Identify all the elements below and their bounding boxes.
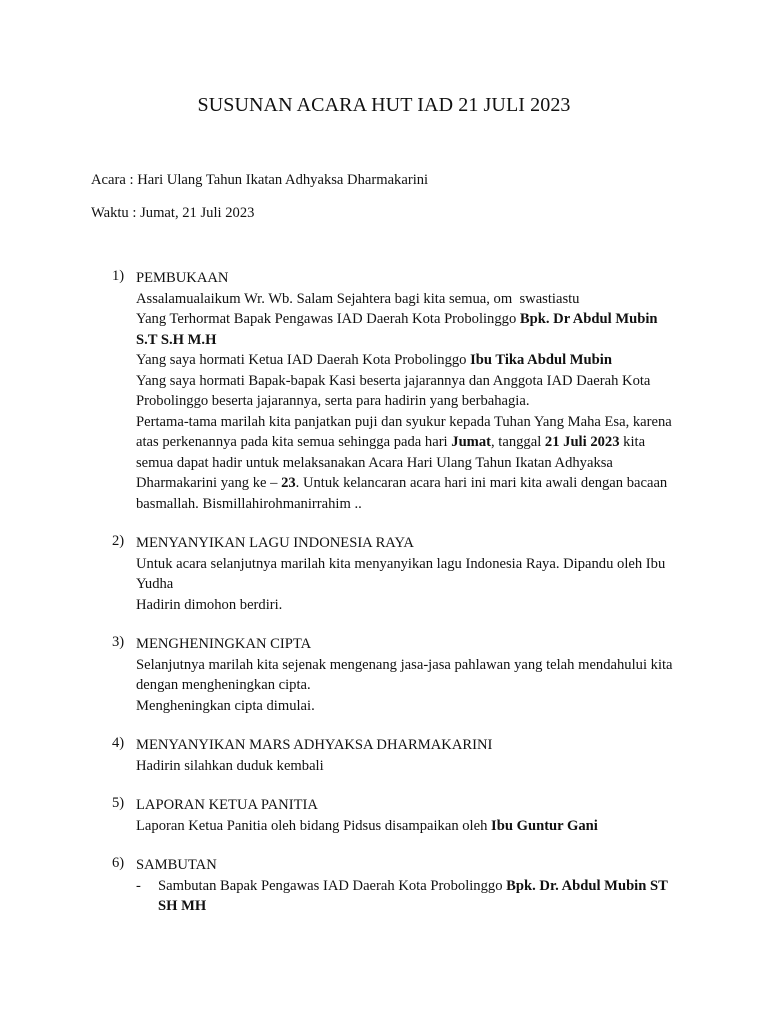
agenda-item-laporan [112, 795, 682, 836]
item-line: Yang Terhormat Bapak Pengawas IAD Daerah Kota Probolinggo Bpk. Dr Abdul Mubin S.T S.H M.H [136, 311, 658, 348]
item-number: 4) [112, 735, 125, 751]
item-number: 2) [112, 533, 125, 549]
item-heading: MENGHENINGKAN CIPTA [136, 636, 312, 652]
waktu-separator: : [128, 205, 141, 221]
item-number: 3) [112, 634, 125, 650]
item-heading: SAMBUTAN [136, 857, 217, 873]
item-line: Assalamualaikum Wr. Wb. Salam Sejahtera bagi kita semua, om swastiastu [136, 290, 580, 307]
item-line: Untuk acara selanjutnya marilah kita menyanyikan lagu Indonesia Raya. Dipandu oleh Ibu Yudha [136, 555, 666, 592]
agenda-item-sambutan [112, 855, 682, 917]
item-line: Selanjutnya marilah kita sejenak mengenang jasa-jasa pahlawan yang telah mendahului kita dengan mengheningkan cipta. [136, 656, 673, 693]
agenda-list [112, 268, 682, 936]
agenda-item-pembukaan [112, 268, 682, 514]
panitia-name: Ibu Guntur Gani [491, 817, 598, 834]
item-line: Mengheningkan cipta dimulai. [136, 697, 315, 714]
item-heading: LAPORAN KETUA PANITIA [136, 797, 318, 813]
item-number: 5) [112, 795, 125, 811]
ketua-name: Ibu Tika Abdul Mubin [470, 352, 612, 368]
document-title: SUSUNAN ACARA HUT IAD 21 JULI 2023 [197, 94, 571, 116]
sub-item [136, 876, 682, 917]
item-heading: PEMBUKAAN [136, 270, 229, 286]
dash-bullet: - [136, 877, 141, 894]
item-line: Laporan Ketua Panitia oleh bidang Pidsus disampaikan oleh Ibu Guntur Gani [136, 817, 598, 834]
item-number: 1) [112, 268, 125, 284]
item-line: Hadirin silahkan duduk kembali [136, 757, 324, 774]
item-line: Sambutan Bapak Pengawas IAD Daerah Kota Probolinggo Bpk. Dr. Abdul Mubin ST SH MH [158, 877, 668, 914]
item-number: 6) [112, 855, 125, 871]
item-line: Hadirin dimohon berdiri. [136, 596, 283, 613]
pengawas-name: Bpk. Dr Abdul Mubin S.T S.H M.H [136, 311, 658, 348]
acara-label: Acara [91, 172, 126, 188]
waktu-value: Jumat, 21 Juli 2023 [140, 205, 255, 221]
item-line: Yang saya hormati Ketua IAD Daerah Kota Probolinggo Ibu Tika Abdul Mubin [136, 352, 612, 368]
agenda-item-mengheningkan-cipta [112, 634, 682, 716]
item-heading: MENYANYIKAN LAGU INDONESIA RAYA [136, 535, 414, 551]
acara-value: Hari Ulang Tahun Ikatan Adhyaksa Dharmakarini [137, 172, 429, 188]
agenda-item-mars [112, 735, 682, 776]
pengawas-name: Bpk. Dr. Abdul Mubin ST SH MH [158, 877, 668, 914]
acara-separator: : [125, 172, 138, 188]
agenda-item-indonesia-raya [112, 533, 682, 615]
waktu-label: Waktu [91, 205, 129, 221]
item-line: Yang saya hormati Bapak-bapak Kasi beserta jajarannya dan Anggota IAD Daerah Kota Probolinggo beserta jajarannya, serta para hadirin yang berbahagia. [136, 372, 651, 409]
acara-row [91, 172, 428, 189]
item-heading: MENYANYIKAN MARS ADHYAKSA DHARMAKARINI [136, 737, 493, 753]
waktu-row [91, 205, 254, 222]
item-line: Pertama-tama marilah kita panjatkan puji dan syukur kepada Tuhan Yang Maha Esa, karena atas perkenannya pada kita semua sehingga pada hari Jumat, tanggal 21 Juli 2023 kita semua dapat hadir untuk melaksanakan Acara Hari Ulang Tahun Ikatan Adhyaksa Dharmakarini yang ke – 23. Untuk kelancaran acara hari ini mari kita awali dengan bacaan basmallah. Bismillahirohmanirrahim .. [136, 413, 672, 512]
